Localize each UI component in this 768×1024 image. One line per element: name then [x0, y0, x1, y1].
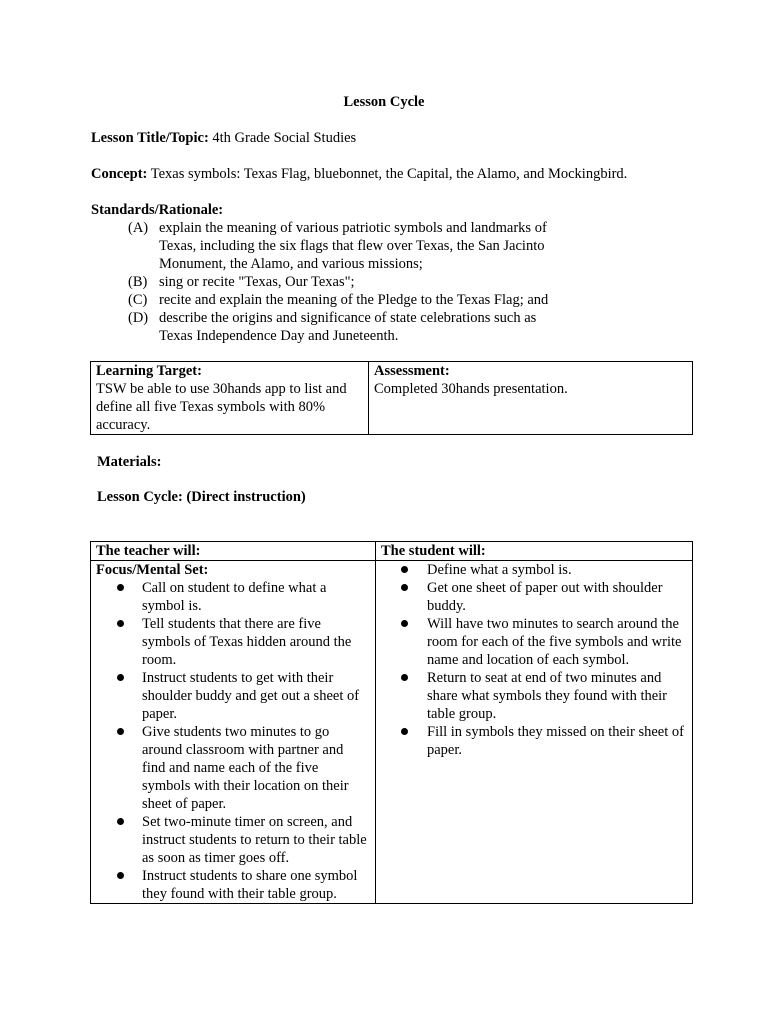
document-title: Lesson Cycle — [343, 94, 425, 110]
bullet-icon — [401, 674, 408, 681]
assessment-cell — [369, 362, 693, 435]
bullet-icon — [401, 566, 408, 573]
lesson-topic-line — [91, 129, 356, 147]
bullet-icon — [117, 620, 124, 627]
topic-value: 4th Grade Social Studies — [212, 130, 357, 146]
learning-target-cell — [91, 362, 369, 435]
list-item: Will have two minutes to search around the room for each of the five symbols and write name and location of each symbol. — [401, 615, 687, 669]
teacher-header: The teacher will: — [91, 542, 376, 561]
standard-item — [128, 219, 608, 273]
bullet-icon — [401, 620, 408, 627]
standard-item — [128, 273, 608, 291]
bullet-icon — [117, 728, 124, 735]
materials-label: Materials: — [97, 454, 162, 470]
standard-text: recite and explain the meaning of the Pledge to the Texas Flag; and — [159, 292, 549, 308]
standard-tag: (C) — [128, 292, 148, 308]
teacher-cell — [91, 561, 376, 904]
bullet-icon — [117, 584, 124, 591]
student-list — [381, 561, 687, 759]
lesson-cycle-table — [90, 541, 693, 904]
standard-text: explain the meaning of various patriotic symbols and landmarks of Texas, including the six flags that flew over Texas, the San Jacinto Monument, the Alamo, and various missions; — [159, 220, 547, 272]
standards-label: Standards/Rationale: — [91, 202, 224, 218]
list-item: Instruct students to share one symbol they found with their table group. — [117, 867, 370, 903]
list-item: Define what a symbol is. — [401, 561, 687, 579]
concept-line — [91, 165, 627, 183]
list-item: Fill in symbols they missed on their sheet of paper. — [401, 723, 687, 759]
lesson-cycle-label: Lesson Cycle: (Direct instruction) — [97, 489, 306, 505]
concept-value: Texas symbols: Texas Flag, bluebonnet, the Capital, the Alamo, and Mockingbird. — [150, 166, 628, 182]
student-cell — [376, 561, 693, 904]
list-item: Tell students that there are five symbols of Texas hidden around the room. — [117, 615, 370, 669]
standard-item — [128, 309, 608, 345]
list-item: Give students two minutes to go around classroom with partner and find and name each of the five symbols with their location on their sheet of paper. — [117, 723, 370, 813]
learning-target-label: Learning Target: — [96, 363, 202, 379]
bullet-icon — [401, 728, 408, 735]
bullet-icon — [117, 674, 124, 681]
teacher-list — [96, 579, 370, 903]
student-header: The student will: — [376, 542, 693, 561]
list-item: Return to seat at end of two minutes and share what symbols they found with their table group. — [401, 669, 687, 723]
assessment-text: Completed 30hands presentation. — [374, 381, 568, 397]
standard-text: sing or recite "Texas, Our Texas"; — [159, 274, 355, 290]
standard-tag: (D) — [128, 310, 149, 326]
focus-label: Focus/Mental Set: — [96, 562, 209, 578]
standard-item — [128, 291, 608, 309]
list-item: Instruct students to get with their shoulder buddy and get out a sheet of paper. — [117, 669, 370, 723]
list-item: Get one sheet of paper out with shoulder buddy. — [401, 579, 687, 615]
standard-text: describe the origins and significance of state celebrations such as Texas Independence Day and Juneteenth. — [159, 310, 537, 344]
bullet-icon — [117, 872, 124, 879]
bullet-icon — [117, 818, 124, 825]
bullet-icon — [401, 584, 408, 591]
topic-label: Lesson Title/Topic: — [91, 130, 209, 146]
learning-target-table — [90, 361, 693, 435]
learning-target-text: TSW be able to use 30hands app to list and define all five Texas symbols with 80% accuracy. — [96, 381, 347, 433]
list-item: Call on student to define what a symbol is. — [117, 579, 370, 615]
concept-label: Concept: — [91, 166, 148, 182]
assessment-label: Assessment: — [374, 363, 450, 379]
standard-tag: (B) — [128, 274, 148, 290]
list-item: Set two-minute timer on screen, and instruct students to return to their table as soon as timer goes off. — [117, 813, 370, 867]
standard-tag: (A) — [128, 220, 149, 236]
